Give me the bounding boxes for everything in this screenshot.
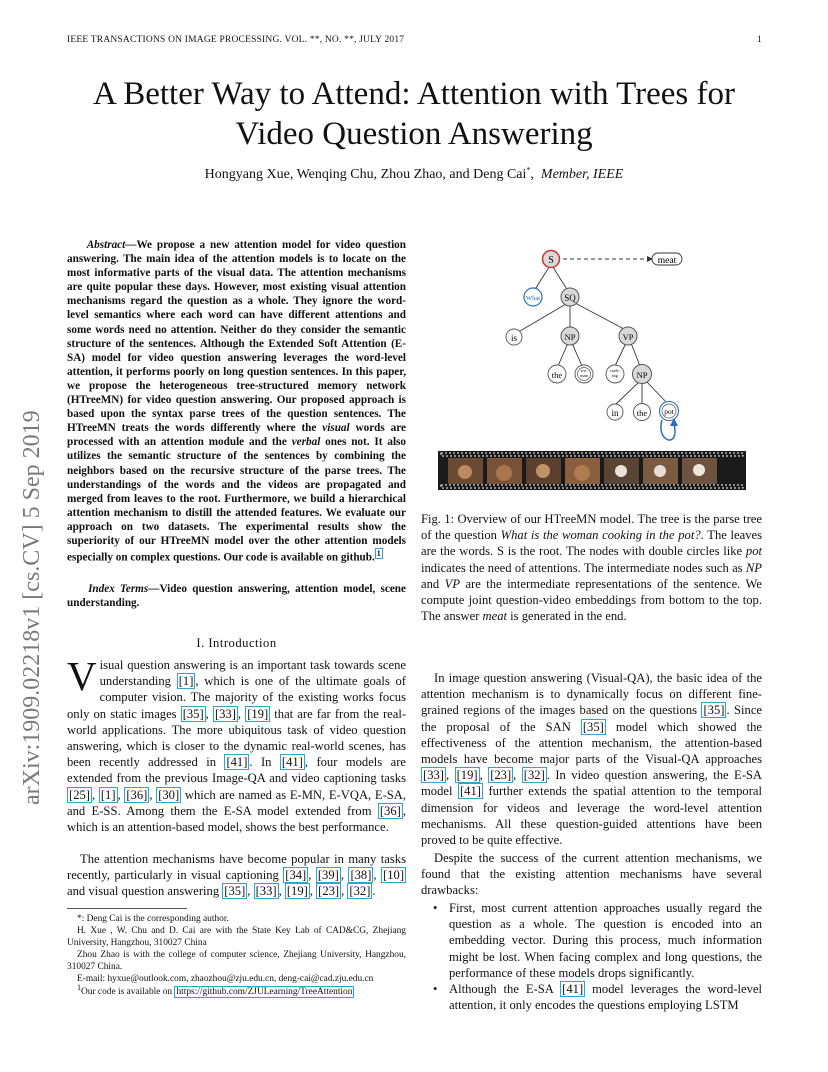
footnote-email: E-mail: hyxue@outlook.com, zhaozhou@zju.edu.cn, deng-cai@cad.zju.edu.cn	[77, 974, 374, 985]
footnote-link[interactable]: 1	[376, 549, 381, 559]
citation-link[interactable]: [19]	[247, 706, 269, 721]
paper-title	[60, 74, 768, 154]
citation-link[interactable]: [34]	[285, 868, 307, 883]
citation-link[interactable]: [33]	[255, 884, 277, 899]
node-is-label: is	[510, 333, 518, 343]
figure-caption: Fig. 1: Overview of our HTreeMN model. The tree is the parse tree of the question What is the woman cooking in the pot?. The leaves are the words. S is the root. The nodes with double circles like pot indicates the need of attentions. The intermediate nodes such as NP and VP are the intermediate representations of the sentence. We compute joint question-video embeddings from bottom to the top. The answer meat is generated in the end.	[421, 512, 763, 624]
footnote-affiliation-2: Zhou Zhao is with the college of computer science, Zhejiang University, Hangzhou, 310027 China.	[67, 950, 406, 973]
figure-1	[438, 242, 746, 494]
citation-link[interactable]: [30]	[158, 787, 180, 802]
node-meat-label: meat	[657, 256, 677, 266]
index-terms	[67, 582, 406, 610]
citation-link[interactable]: [41]	[281, 755, 303, 770]
node-the-1-label: the	[551, 370, 563, 380]
citation-link[interactable]: [33]	[423, 768, 444, 783]
citation-link[interactable]: [35]	[703, 703, 725, 718]
citation-link[interactable]: [23]	[490, 768, 512, 783]
intro-paragraph-2: The attention mechanisms have become popular in many tasks recently, particularly in visual captioning [34] , [39] , [38] , [10] and visual question answering [35] , [33] , [19] , [23] , [32] .	[67, 852, 406, 899]
citation-link[interactable]: [19]	[286, 884, 308, 899]
drawbacks-list	[421, 900, 762, 1013]
section-heading: I. Introduction	[196, 636, 277, 650]
corresponding-mark: *	[526, 165, 531, 175]
node-woman-label: wo-man	[580, 368, 588, 378]
citation-link[interactable]: [32]	[349, 884, 371, 899]
node-S-label: S	[548, 255, 554, 266]
running-header: IEEE TRANSACTIONS ON IMAGE PROCESSING. VOL. **, NO. **, JULY 2017	[67, 35, 405, 45]
abstract-text-3: ones not. It also utilizes the semantic structure of the sentences by combining the neighbors based on the recursive structure of the parse trees. The understandings of the words and the videos are propagated and merged from leaves to the root. Furthermore, we build a hierarchical attention mechanism to distill the attended features. We evaluate our approach on two datasets. The experimental results show the superiority of our HTreeMN model over the other attention models especially on complex questions. Our code is available on github.	[67, 436, 406, 564]
footnotes	[67, 913, 406, 998]
tree-nodes	[506, 251, 682, 421]
author-line: Hongyang Xue, Wenqing Chu, Zhou Zhao, and Deng Cai*, Member, IEEE	[204, 165, 624, 182]
citation-link[interactable]: [38]	[350, 868, 372, 883]
footnote-code: $^1$Our code is available on https://github.com/ZJULearning/TreeAttention	[77, 982, 353, 997]
node-NP-2-label: NP	[636, 370, 648, 380]
node-SQ-label: SQ	[564, 293, 576, 303]
abstract-visual: visual	[322, 422, 350, 435]
list-item: • Although the E-SA [41] model leverages the word-level attention, it only encodes the questions employing LSTM	[421, 981, 762, 1013]
arxiv-stamp-text: arXiv:1909.02218v1 [cs.CV] 5 Sep 2019	[19, 410, 45, 805]
citation-link[interactable]: [36]	[379, 803, 401, 818]
citation-link[interactable]: [1]	[100, 787, 116, 802]
node-cooking-label: cook-ing	[609, 368, 621, 378]
citation-link[interactable]: [39]	[317, 868, 339, 883]
index-terms-text: —Video question answering, attention model, scene understanding.	[67, 583, 406, 610]
github-link[interactable]: https://github.com/ZJULearning/TreeAttention	[176, 986, 353, 997]
footnote-affiliation-1: H. Xue , W. Chu and D. Cai are with the State Key Lab of CAD&CG, Zhejiang University, Hangzhou, 310027 China	[67, 926, 406, 949]
drop-cap: V	[67, 653, 97, 699]
arxiv-stamp	[2, 290, 50, 810]
abstract-verbal: verbal	[291, 436, 321, 449]
node-in-label: in	[611, 408, 619, 418]
citation-link[interactable]: [25]	[69, 787, 90, 802]
node-pot-label: pot	[664, 407, 674, 416]
footnote-corresponding: *: Deng Cai is the corresponding author.	[77, 914, 229, 924]
citation-link[interactable]: [19]	[456, 768, 478, 783]
citation-link[interactable]: [10]	[383, 868, 405, 883]
index-terms-lead: Index Terms	[88, 583, 149, 595]
page-number: 1	[757, 35, 762, 45]
title-line-2: Video Question Answering	[235, 116, 593, 152]
authors: Hongyang Xue, Wenqing Chu, Zhou Zhao, and Deng Cai	[204, 167, 527, 182]
right-paragraph-2: Despite the success of the current attention mechanisms, we found that the existing attention mechanisms have several drawbacks:	[421, 851, 762, 898]
citation-link[interactable]: [41]	[226, 755, 248, 770]
citation-link[interactable]: [32]	[523, 768, 545, 783]
right-paragraph-1: In image question answering (Visual-QA), the basic idea of the attention mechanism is to dynamically focus on different fine-grained regions of the images based on the questions [35] . Since the proposal of the SAN [35] model which showed the effectiveness of the attention mechanism, the attention-based models have become major parts of the Visual-QA approaches [33] , [19] , [23] , [32] . In video question answering, the E-SA model [41] further extends the spatial attention to the temporal dimension for videos and leverage the word-level attention mechanisms. All these question-guided attentions have been proved to be quite effective.	[421, 671, 763, 848]
footnote-rule	[67, 908, 187, 909]
citation-link[interactable]: [41]	[459, 784, 481, 799]
node-What-label: What	[525, 295, 541, 302]
citation-link[interactable]: [23]	[318, 884, 340, 899]
abstract-text: —We propose a new attention model for video question answering. The main idea of the attention models is to locate on the most informative parts of the visual data. The attention mechanisms are quite popular these days. However, most existing visual attention mechanisms regard the question as a whole. They ignore the word-level semantics where each word can have different attentions and some words need no attention. Neither do they consider the semantic structure of the sentences. Although the Extended Soft Attention (E-SA) model for video question answering leverages the word-level attention, it performs poorly on long question sentences. In this paper, we propose the heterogeneous tree-structured memory network (HTreeMN) for video question answering. Our proposed approach is based upon the syntax parse trees of the question sentences. The HTreeMN treats the words differently where the	[67, 239, 407, 435]
citation-link[interactable]: [35]	[182, 706, 204, 721]
intro-paragraph-1: Visual question answering is an important task towards scene understanding [1] , which is one of the ultimate goals of computer vision. The majority of the existing works focus only on static images [35] , [33] , [19] that are far from the real-world applications. The more ubiquitous task of video question answering, which is closer to the dynamic real-world scenes, has been recently addressed in [41] . In [41] , four models are extended from the previous Image-QA and video captioning tasks [25] , [1] , [36] , [30] which are named as E-MN, E-VQA, E-SA, and E-SS. Among them the E-SA model extended from [36] , which is an attention-based model, shows the best performance.	[67, 653, 407, 835]
node-NP-label: NP	[564, 332, 576, 342]
abstract-lead: Abstract	[86, 239, 126, 251]
title-line-1: A Better Way to Attend: Attention with Trees for	[92, 76, 736, 112]
node-VP-label: VP	[622, 332, 634, 342]
abstract	[67, 238, 406, 565]
citation-link[interactable]: [35]	[224, 884, 246, 899]
list-item: • First, most current attention approaches usually regard the question as a whole. The question is encoded into an embedding vector. During this process, much information might be lost. When facing complex and long questions, the performance of these models drops significantly.	[421, 900, 762, 981]
footnote-mark: 1	[77, 982, 81, 992]
member-label: Member, IEEE	[540, 167, 624, 182]
citation-link[interactable]: [41]	[562, 982, 584, 997]
citation-link[interactable]: [33]	[214, 706, 236, 721]
citation-link[interactable]: [1]	[178, 674, 194, 689]
citation-link[interactable]: [36]	[126, 787, 148, 802]
video-filmstrip	[438, 451, 746, 490]
node-the-2-label: the	[636, 408, 648, 418]
abstract-text-2: words are processed with an attention module and the	[67, 422, 406, 449]
citation-link[interactable]: [35]	[582, 719, 604, 734]
